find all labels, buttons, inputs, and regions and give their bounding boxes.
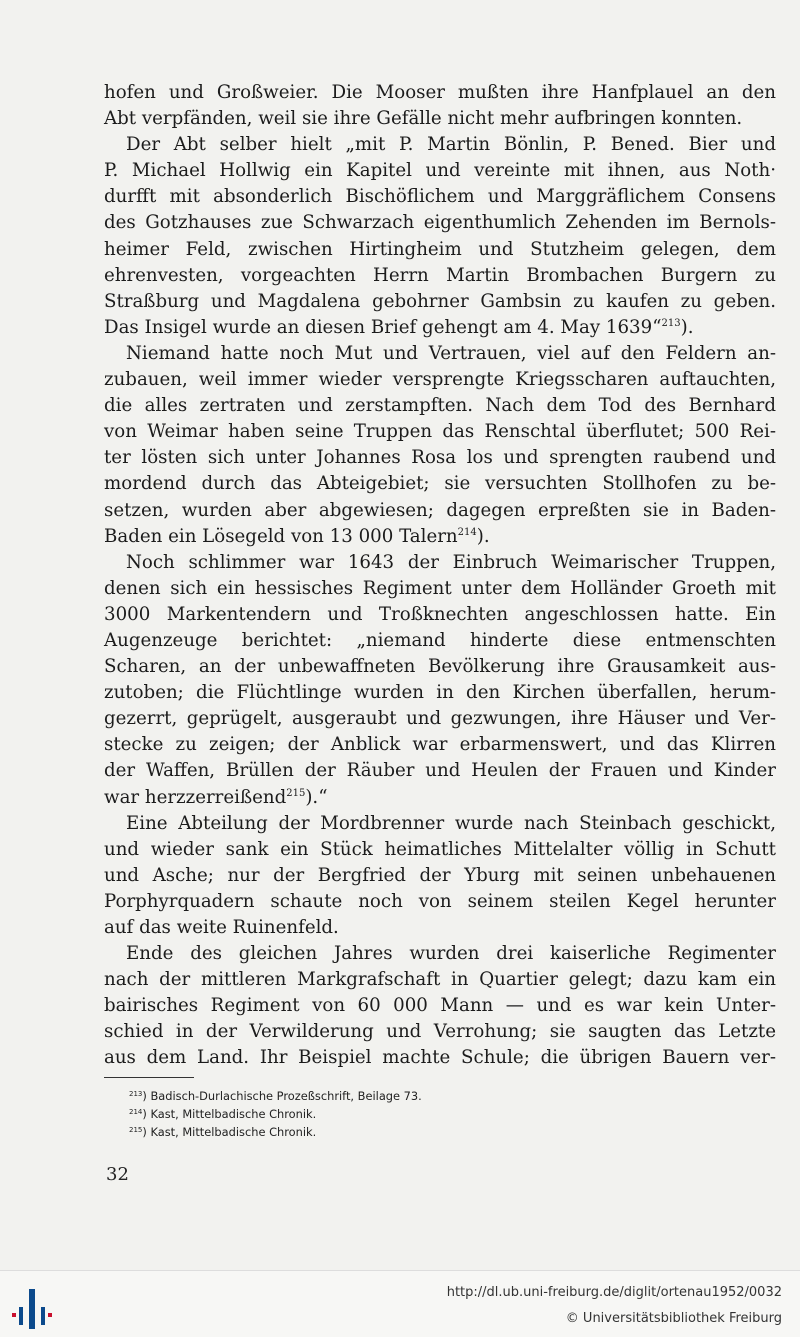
text-line: zubauen, weil immer wieder versprengte Kriegsscharen auftauchten, <box>104 369 776 391</box>
text-line: Niemand hatte noch Mut und Vertrauen, viel auf den Feldern an- <box>126 342 776 364</box>
text-line: auf das weite Ruinenfeld. <box>104 917 339 938</box>
text-line: 3000 Markentendern und Troßknechten angeschlossen hatte. Ein <box>104 603 776 625</box>
text-line: denen sich ein hessisches Regiment unter dem Holländer Groeth mit <box>104 577 776 599</box>
text-line: heimer Feld, zwischen Hirtingheim und Stutzheim gelegen, dem <box>104 238 776 260</box>
text-line: bairisches Regiment von 60 000 Mann — und es war kein Unter- <box>104 995 776 1017</box>
footnote-ref: 215 <box>286 787 306 799</box>
text-line: aus dem Land. Ihr Beispiel machte Schule; die übrigen Bauern ver- <box>104 1047 776 1069</box>
text-line: stecke zu zeigen; der Anblick war erbarmenswert, und das Klirren <box>104 734 776 756</box>
footnote-text: ) Badisch-Durlachische Prozeßschrift, Beilage 73. <box>142 1089 422 1103</box>
text-line: gezerrt, geprügelt, ausgeraubt und gezwungen, ihre Häuser und Ver- <box>104 708 776 730</box>
text-line-content: Baden ein Lösegeld von 13 000 Talern <box>104 525 458 547</box>
text-line: ehrenvesten, vorgeachten Herrn Martin Brombachen Burgern zu <box>104 264 776 286</box>
text-line: Ende des gleichen Jahres wurden drei kaiserliche Regimenter <box>126 943 776 965</box>
footnote <box>129 1105 422 1123</box>
text-line: ter lösten sich unter Johannes Rosa los und sprengten raubend und <box>104 447 776 469</box>
text-line: und wieder sank ein Stück heimatliches Mittelalter völlig in Schutt <box>104 838 776 860</box>
footnote-number: 215 <box>129 1126 143 1134</box>
text-line: Der Abt selber hielt „mit P. Martin Bönlin, P. Bened. Bier und <box>126 134 776 156</box>
footnote-ref-closing: ). <box>476 525 490 547</box>
text-line: schied in der Verwilderung und Verrohung; sie saugten das Letzte <box>104 1021 776 1043</box>
text-line: der Waffen, Brüllen der Räuber und Heulen der Frauen und Kinder <box>104 760 776 782</box>
text-line: des Gotzhauses zue Schwarzach eigenthumlich Zehenden im Bernols- <box>104 212 776 234</box>
text-line: mordend durch das Abteigebiet; sie versuchten Stollhofen zu be- <box>104 473 776 495</box>
source-url-link[interactable]: http://dl.ub.uni-freiburg.de/diglit/ortenau1952/0032 <box>446 1285 782 1300</box>
footnote-ref: 213 <box>661 317 681 329</box>
footnote <box>129 1087 422 1105</box>
footnote-ref-closing: ). <box>680 316 694 338</box>
text-line: Scharen, an der unbewaffneten Bevölkerung ihre Grausamkeit aus- <box>104 656 776 678</box>
page-number: 32 <box>106 1164 129 1185</box>
copyright-notice: © Universitätsbibliothek Freiburg <box>565 1311 782 1326</box>
text-line: hofen und Großweier. Die Mooser mußten ihre Hanfplauel an den <box>104 82 776 103</box>
footnote-ref-closing: ).“ <box>305 786 328 808</box>
text-line: P. Michael Hollwig ein Kapitel und vereinte mit ihnen, aus Noth· <box>104 160 776 182</box>
library-logo-icon <box>12 1289 52 1329</box>
text-line: Porphyrquadern schaute noch von seinem steilen Kegel herunter <box>104 890 776 912</box>
footnote-text: ) Kast, Mittelbadische Chronik. <box>142 1107 317 1121</box>
text-line: Eine Abteilung der Mordbrenner wurde nach Steinbach geschickt, <box>126 812 776 834</box>
text-line <box>104 315 776 341</box>
text-line-content: Das Insigel wurde an diesen Brief gehengt am 4. May 1639“ <box>104 316 662 338</box>
footnote-ref: 214 <box>457 526 477 538</box>
footnote-number: 213 <box>129 1090 143 1098</box>
body-text <box>104 80 776 1072</box>
text-line: setzen, wurden aber abgewiesen; dagegen erpreßten sie in Baden- <box>104 499 776 521</box>
text-line: von Weimar haben seine Truppen das Renschtal überflutet; 500 Rei- <box>104 421 776 443</box>
footnote-number: 214 <box>129 1108 143 1116</box>
text-line: die alles zertraten und zerstampften. Nach dem Tod des Bernhard <box>104 395 776 417</box>
footnote-divider <box>104 1077 194 1078</box>
text-line: nach der mittleren Markgrafschaft in Quartier gelegt; dazu kam ein <box>104 969 776 991</box>
text-line: zutoben; die Flüchtlinge wurden in den Kirchen überfallen, herum- <box>104 682 776 704</box>
footnotes <box>129 1087 422 1141</box>
text-line: durfft mit absonderlich Bischöflichem und Marggräflichem Consens <box>104 186 776 208</box>
text-line-content: war herzzerreißend <box>104 786 287 808</box>
text-line <box>104 785 776 811</box>
footer-bar <box>0 1270 800 1337</box>
footnote-text: ) Kast, Mittelbadische Chronik. <box>142 1125 317 1139</box>
footnote <box>129 1123 422 1141</box>
text-line: Abt verpfänden, weil sie ihre Gefälle nicht mehr aufbringen konnten. <box>104 108 743 130</box>
text-line: Noch schlimmer war 1643 der Einbruch Weimarischer Truppen, <box>126 551 776 573</box>
text-line: und Asche; nur der Bergfried der Yburg mit seinen unbehauenen <box>104 864 776 886</box>
text-line: Straßburg und Magdalena gebohrner Gambsin zu kaufen zu geben. <box>104 290 776 312</box>
text-line: Augenzeuge berichtet: „niemand hinderte diese entmenschten <box>104 629 776 651</box>
text-line <box>104 524 776 550</box>
